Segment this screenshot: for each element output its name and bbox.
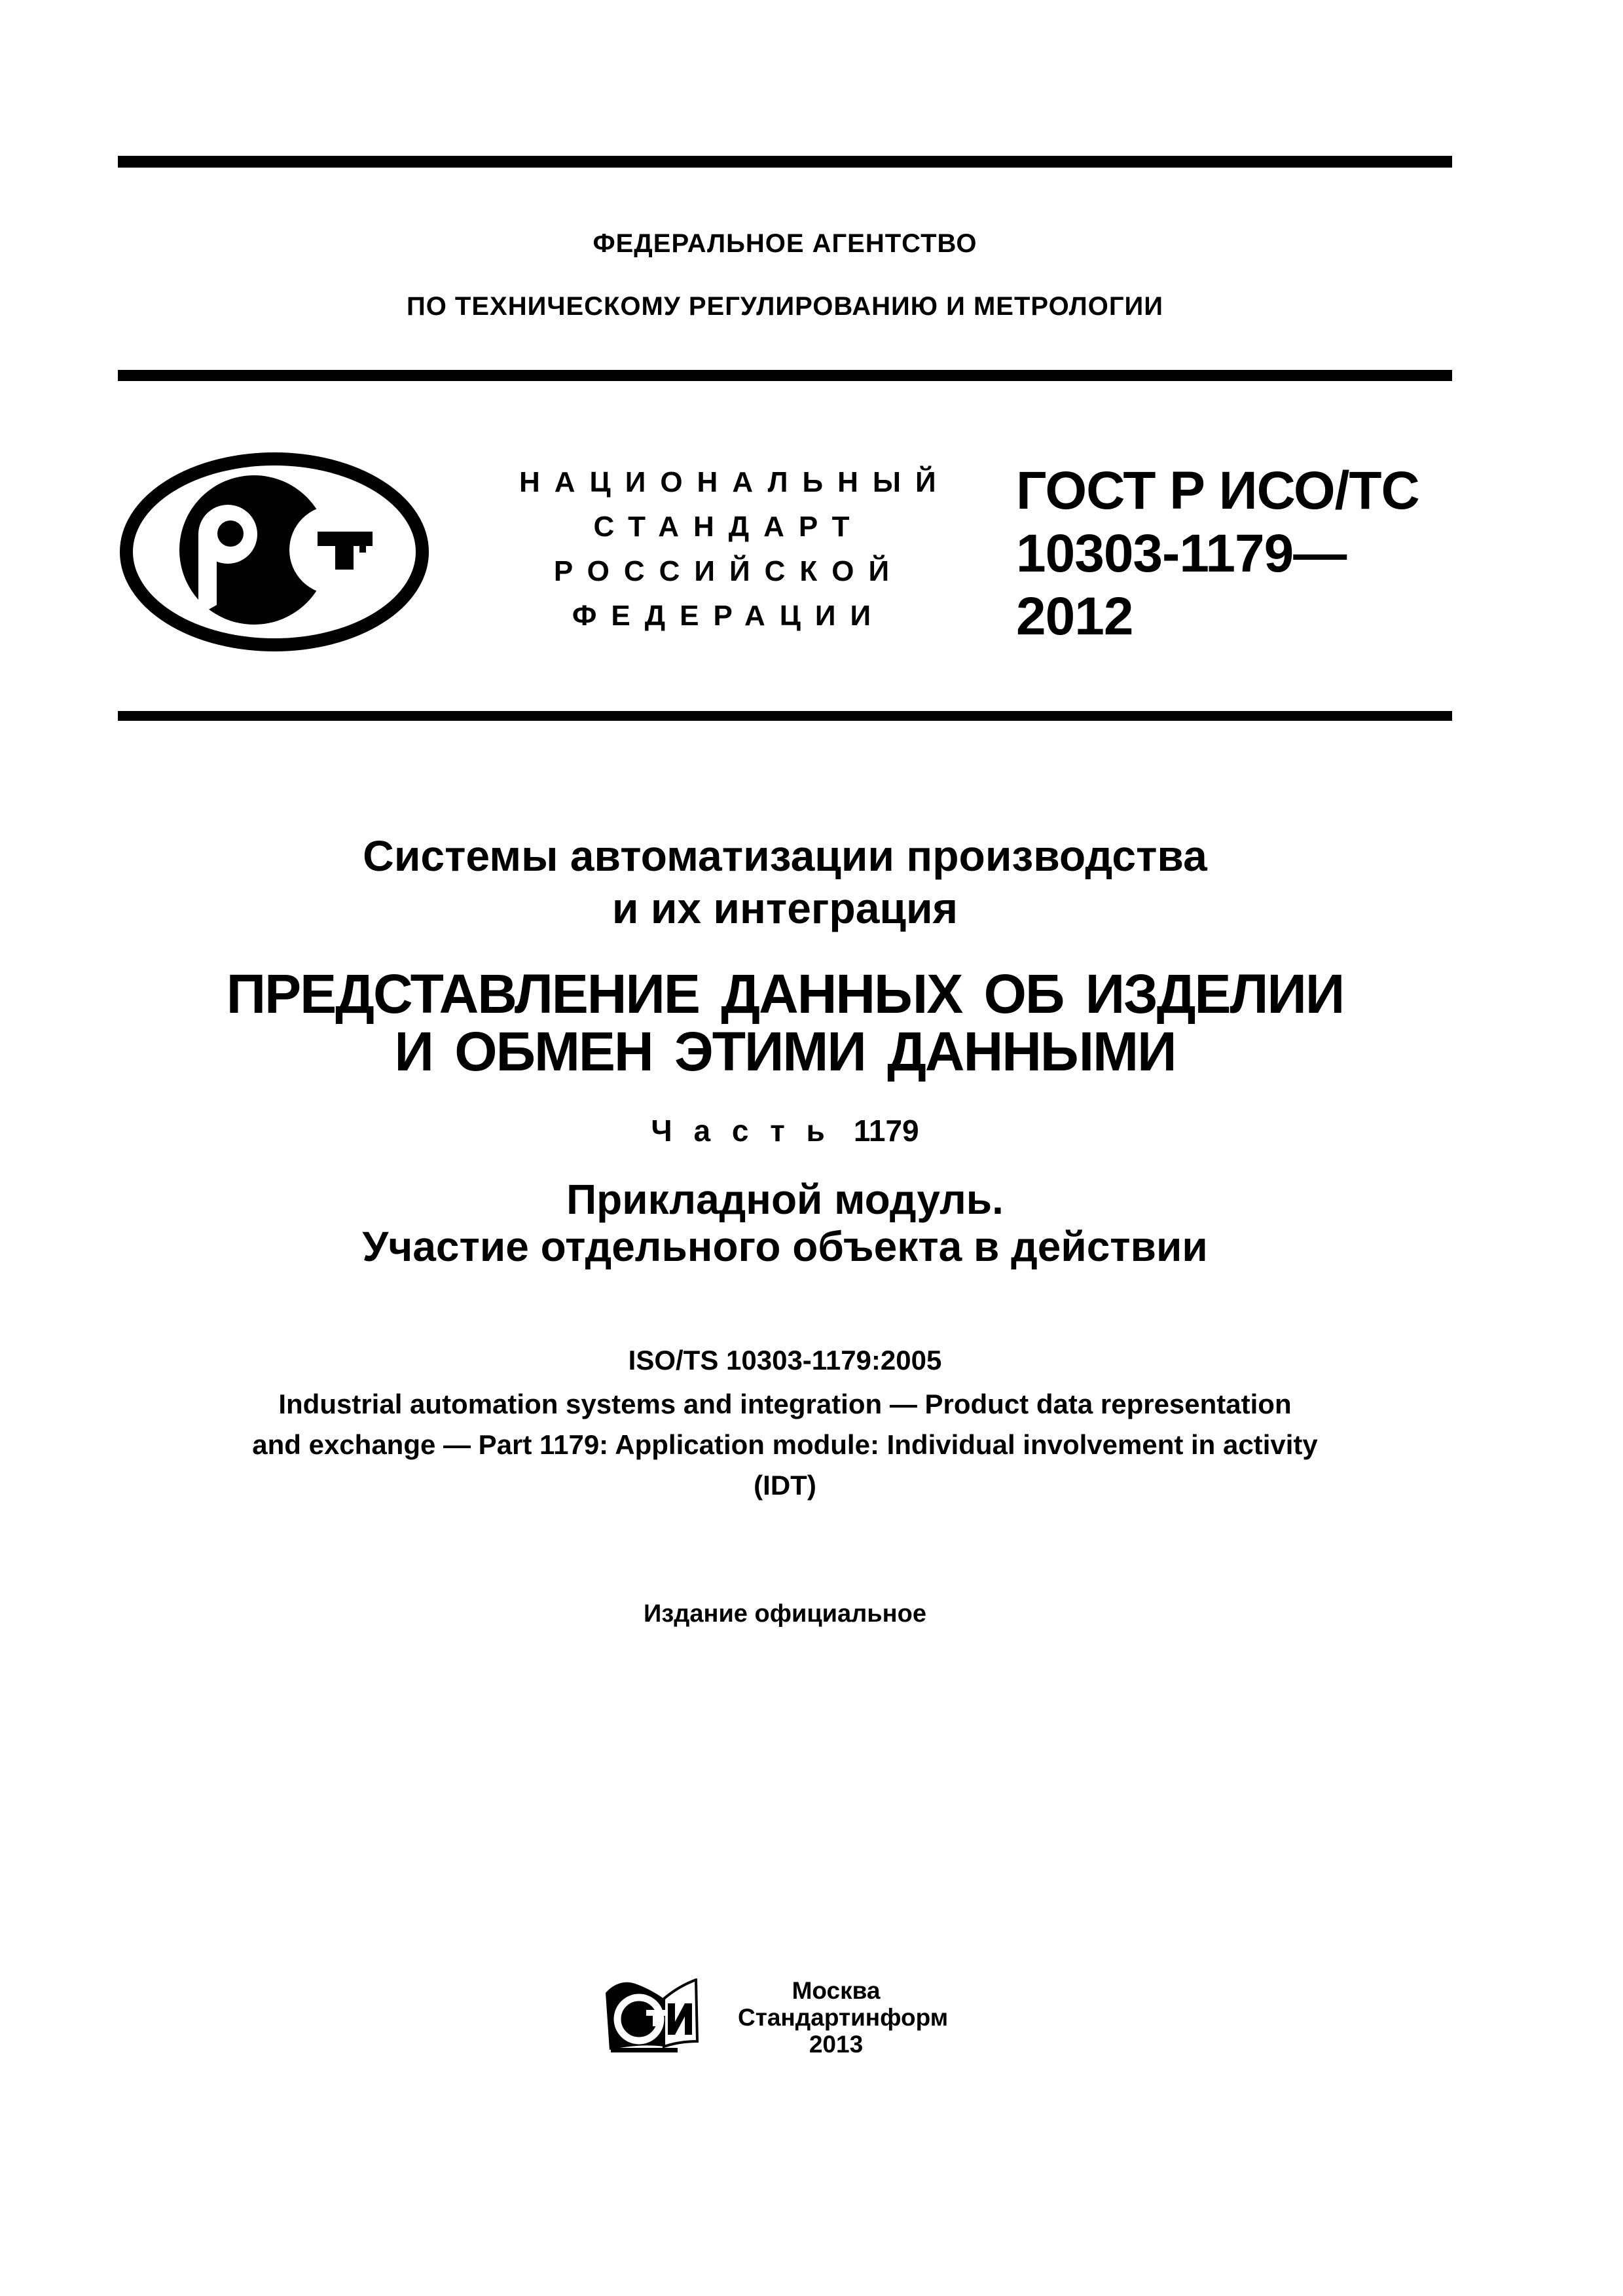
imprint-city: Москва bbox=[792, 1977, 881, 2004]
designation-line3: 2012 bbox=[1016, 587, 1133, 646]
subtitle-line1: Прикладной модуль. bbox=[566, 1176, 1004, 1223]
national-standard-line: ФЕДЕРАЦИИ bbox=[572, 600, 886, 632]
iso-english-title-line1: Industrial automation systems and integration — Product data representation bbox=[278, 1389, 1292, 1419]
subject-title-line2: и их интеграция bbox=[611, 884, 958, 932]
imprint-year: 2013 bbox=[809, 2031, 864, 2058]
national-standard-line: НАЦИОНАЛЬНЫЙ bbox=[519, 466, 951, 498]
standartinform-logo-icon bbox=[604, 1978, 701, 2056]
iso-designation: ISO/TS 10303-1179:2005 bbox=[628, 1345, 942, 1376]
standard-designation bbox=[1016, 460, 1419, 648]
agency-name-line2: ПО ТЕХНИЧЕСКОМУ РЕГУЛИРОВАНИЮ И МЕТРОЛОГИИ bbox=[406, 292, 1164, 321]
designation-line2: 10303-1179— bbox=[1016, 524, 1347, 583]
rst-emblem-icon bbox=[118, 450, 431, 653]
subject-title-line1: Системы автоматизации производства bbox=[363, 831, 1207, 880]
national-standard-line: СТАНДАРТ bbox=[593, 511, 864, 543]
designation-line1: ГОСТ Р ИСО/ТС bbox=[1016, 461, 1419, 520]
imprint-publisher: Стандартинформ bbox=[738, 2004, 949, 2031]
national-standard-caption bbox=[519, 460, 951, 638]
part-heading bbox=[118, 1113, 1452, 1148]
header-rule bbox=[118, 370, 1452, 381]
subtitle-line2: Участие отдельного объекта в действии bbox=[362, 1223, 1208, 1270]
part-label: Ч а с т ь bbox=[651, 1114, 831, 1148]
iso-english-title bbox=[118, 1384, 1452, 1506]
emblem-rule bbox=[118, 711, 1452, 721]
main-title-line1: ПРЕДСТАВЛЕНИЕ ДАННЫХ ОБ ИЗДЕЛИИ bbox=[226, 963, 1344, 1025]
top-rule bbox=[118, 156, 1452, 168]
imprint bbox=[738, 1977, 949, 2058]
main-title-line2: И ОБМЕН ЭТИМИ ДАННЫМИ bbox=[394, 1021, 1176, 1082]
agency-name-line1: ФЕДЕРАЛЬНОЕ АГЕНТСТВО bbox=[593, 229, 977, 258]
national-standard-line: РОССИЙСКОЙ bbox=[553, 555, 904, 587]
part-number: 1179 bbox=[853, 1114, 919, 1148]
identity-note: (IDT) bbox=[754, 1470, 816, 1501]
edition-note: Издание официальное bbox=[644, 1600, 926, 1628]
iso-english-title-line2: and exchange — Part 1179: Application module: Individual involvement in activity bbox=[252, 1429, 1318, 1460]
